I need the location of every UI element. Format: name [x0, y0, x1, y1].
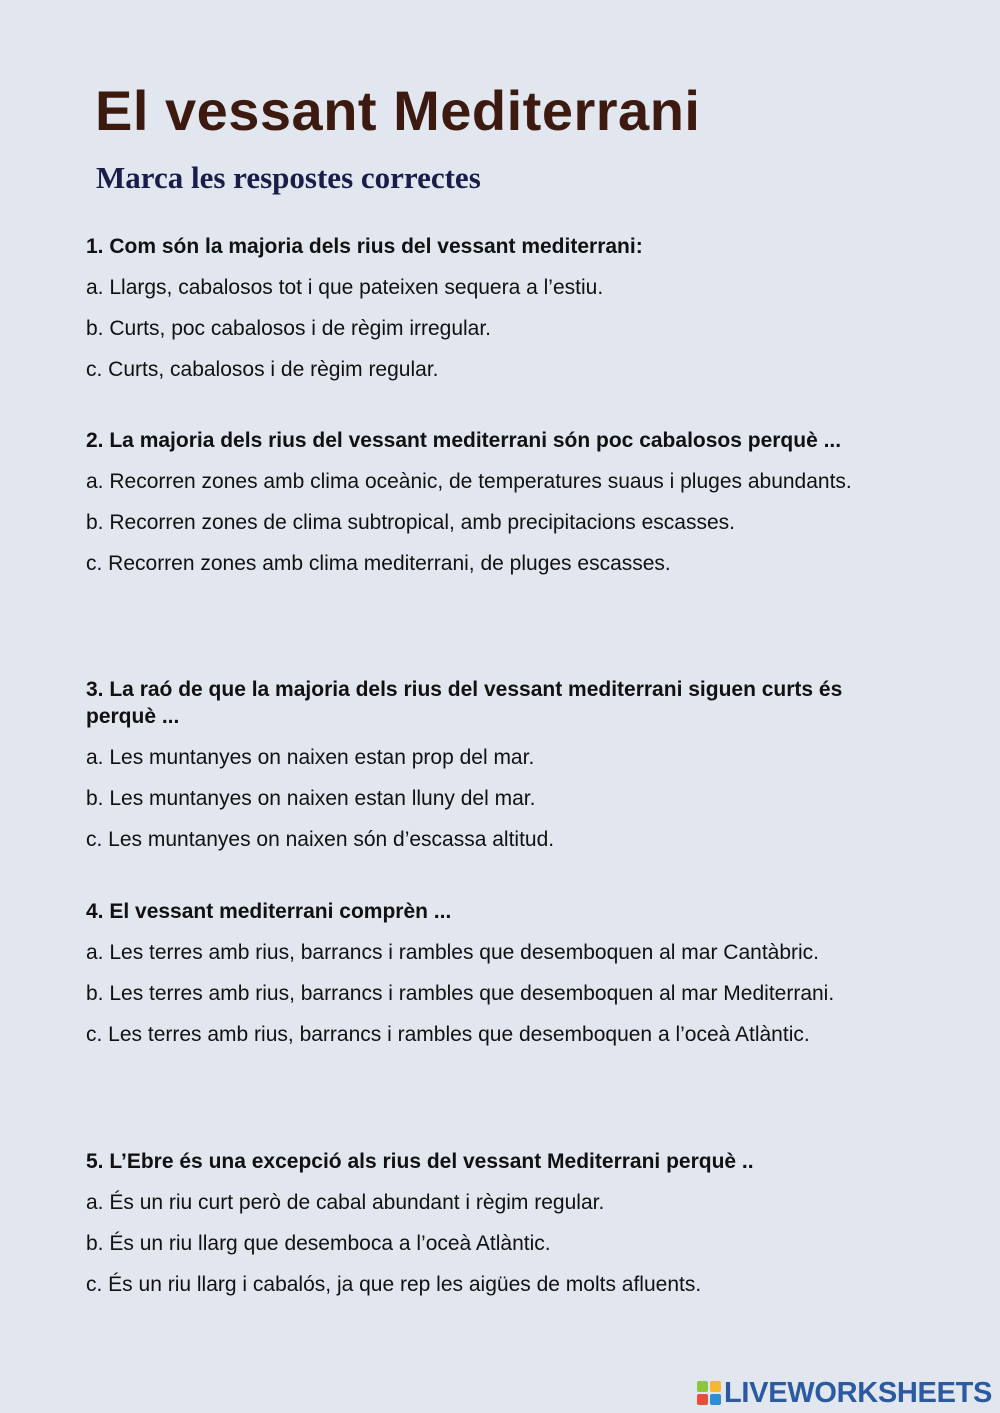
question-text: 2. La majoria dels rius del vessant mediterrani són poc cabalosos perquè ...	[86, 429, 842, 452]
answer-option[interactable]: a. Llargs, cabalosos tot i que pateixen sequera a l’estiu.	[86, 276, 604, 299]
question-text: 3. La raó de que la majoria dels rius del vessant mediterrani siguen curts és perquè ...	[86, 678, 843, 728]
question-4	[86, 898, 916, 1048]
answer-option[interactable]: c. Curts, cabalosos i de règim regular.	[86, 358, 439, 381]
question-2	[86, 427, 916, 577]
page-title: El vessant Mediterrani	[95, 79, 701, 142]
question-5	[86, 1148, 916, 1298]
answer-option[interactable]: b. Les muntanyes on naixen estan lluny del mar.	[86, 787, 536, 810]
answer-option[interactable]: c. És un riu llarg i cabalós, ja que rep les aigües de molts afluents.	[86, 1273, 702, 1296]
answer-option[interactable]: a. És un riu curt però de cabal abundant i règim regular.	[86, 1191, 605, 1214]
liveworksheets-logo-icon	[697, 1381, 721, 1405]
page-subtitle: Marca les respostes correctes	[96, 160, 481, 195]
answer-option[interactable]: a. Les terres amb rius, barrancs i rambles que desemboquen al mar Cantàbric.	[86, 941, 820, 964]
question-text: 5. L’Ebre és una excepció als rius del vessant Mediterrani perquè ..	[86, 1150, 754, 1173]
answer-option[interactable]: c. Les terres amb rius, barrancs i rambles que desemboquen a l’oceà Atlàntic.	[86, 1023, 810, 1046]
answer-option[interactable]: b. És un riu llarg que desemboca a l’oceà Atlàntic.	[86, 1232, 551, 1255]
question-text: 4. El vessant mediterrani comprèn ...	[86, 900, 452, 923]
answer-option[interactable]: a. Recorren zones amb clima oceànic, de temperatures suaus i pluges abundants.	[86, 470, 852, 493]
answer-option[interactable]: b. Recorren zones de clima subtropical, amb precipitacions escasses.	[86, 511, 735, 534]
answer-option[interactable]: c. Recorren zones amb clima mediterrani, de pluges escasses.	[86, 552, 671, 575]
answer-option[interactable]: b. Les terres amb rius, barrancs i rambles que desemboquen al mar Mediterrani.	[86, 982, 835, 1005]
answer-option[interactable]: a. Les muntanyes on naixen estan prop del mar.	[86, 746, 535, 769]
question-3	[86, 676, 916, 853]
logo-text: LIVEWORKSHEETS	[724, 1377, 993, 1409]
answer-option[interactable]: b. Curts, poc cabalosos i de règim irregular.	[86, 317, 492, 340]
question-text: 1. Com són la majoria dels rius del vessant mediterrani:	[86, 235, 643, 258]
liveworksheets-logo[interactable]	[697, 1378, 992, 1408]
answer-option[interactable]: c. Les muntanyes on naixen són d’escassa altitud.	[86, 828, 555, 851]
question-1	[86, 233, 916, 383]
